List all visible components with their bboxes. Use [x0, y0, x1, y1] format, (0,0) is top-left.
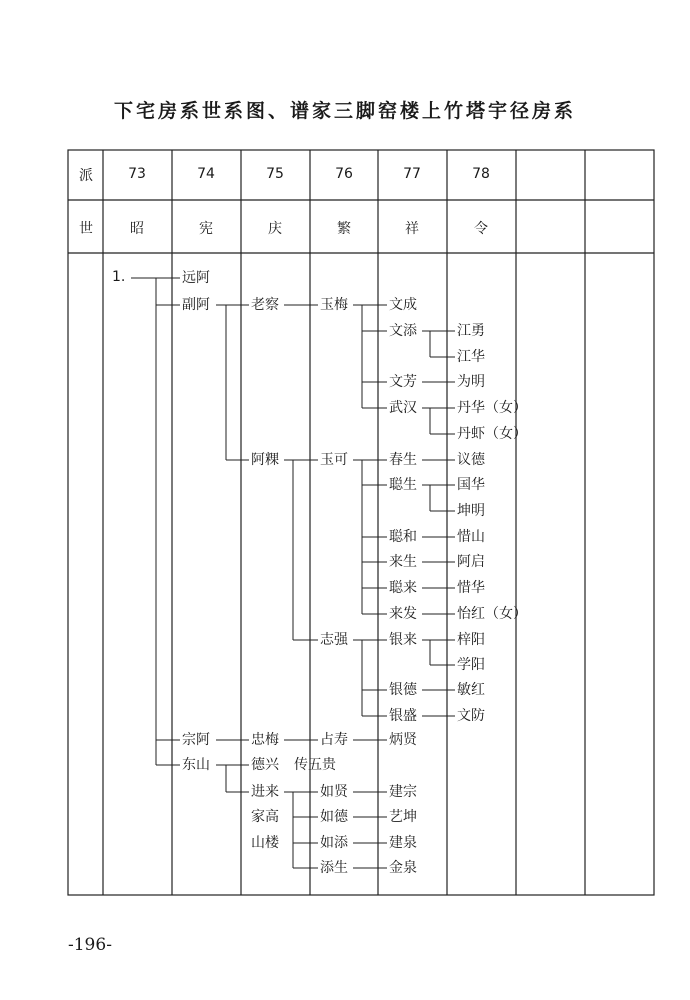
- page-number: -196-: [68, 935, 112, 955]
- person-gen78: 敏红: [457, 682, 485, 698]
- person-gen77: 银盛: [389, 708, 417, 724]
- header-row-label-shi: 世: [79, 221, 93, 237]
- person-gen78: 阿启: [457, 554, 485, 570]
- person-gen75: 忠梅: [251, 732, 279, 748]
- person-gen77: 文添: [389, 323, 417, 339]
- person-gen76: 如贤: [320, 784, 348, 800]
- person-gen78: 文防: [457, 708, 485, 724]
- person-gen77: 来生: [389, 554, 417, 570]
- person-gen78: 梓阳: [457, 632, 485, 648]
- person-gen77: 来发: [389, 606, 417, 622]
- person-gen75: 阿粿: [251, 452, 279, 468]
- header-generation-77: 77: [403, 166, 421, 182]
- person-gen77: 文成: [389, 297, 417, 313]
- header-generation-75: 75: [266, 166, 284, 182]
- person-gen77: 武汉: [389, 400, 417, 416]
- person-gen77: 聪生: [389, 477, 417, 493]
- person-gen78: 惜山: [457, 529, 485, 545]
- person-gen75: 家高: [251, 809, 279, 825]
- person-gen77: 聪和: [389, 529, 417, 545]
- person-gen78: 学阳: [457, 657, 485, 673]
- person-gen77: 春生: [389, 452, 417, 468]
- person-gen78: 江勇: [457, 323, 485, 339]
- person-gen74: 远阿: [182, 270, 210, 286]
- header-char-73: 昭: [130, 221, 144, 237]
- header-char-76: 繁: [337, 221, 351, 237]
- person-gen77: 建宗: [389, 784, 417, 800]
- person-gen76: 如德: [320, 809, 348, 825]
- header-generation-76: 76: [335, 166, 353, 182]
- header-char-74: 宪: [199, 221, 213, 237]
- header-char-77: 祥: [405, 221, 419, 237]
- header-char-75: 庆: [268, 221, 282, 237]
- person-gen75: 老察: [251, 297, 279, 313]
- person-gen76: 如添: [320, 835, 348, 851]
- person-gen76: 添生: [320, 860, 348, 876]
- person-gen78: 坤明: [457, 503, 485, 519]
- person-gen77: 银德: [389, 682, 417, 698]
- person-gen74: 东山: [182, 757, 210, 773]
- person-gen76: 玉可: [320, 452, 348, 468]
- person-gen78: 江华: [457, 349, 485, 365]
- header-generation-74: 74: [197, 166, 215, 182]
- person-gen76: 玉梅: [320, 297, 348, 313]
- person-gen77: 炳贤: [389, 732, 417, 748]
- person-gen77: 建泉: [389, 835, 417, 851]
- person-gen77: 艺坤: [389, 809, 417, 825]
- person-gen78: 为明: [457, 374, 485, 390]
- person-gen77: 银来: [389, 632, 417, 648]
- person-gen77: 金泉: [389, 860, 417, 876]
- person-gen77: 文芳: [389, 374, 417, 390]
- person-gen78: 怡红（女）: [457, 606, 527, 622]
- tree-connectors: [131, 278, 455, 868]
- page-title: 下宅房系世系图、谱家三脚窑楼上竹塔宇径房系: [113, 100, 576, 122]
- header-generation-73: 73: [128, 166, 146, 182]
- person-gen78: 丹虾（女）: [457, 426, 527, 442]
- person-gen75: 进来: [251, 784, 279, 800]
- person-gen76: 占寿: [320, 732, 348, 748]
- person-gen74: 宗阿: [182, 732, 210, 748]
- header-generation-78: 78: [472, 166, 490, 182]
- person-gen75: 德兴: [251, 757, 279, 773]
- header-row-label-pai: 派: [79, 168, 93, 184]
- header-char-78: 令: [474, 221, 488, 237]
- person-gen77: 聪来: [389, 580, 417, 596]
- person-gen76: 志强: [320, 632, 348, 648]
- person-gen74: 副阿: [182, 297, 210, 313]
- person-gen78: 议德: [457, 452, 485, 468]
- annotation-note: 传五贵: [294, 757, 336, 773]
- tree-root-marker: 1.: [112, 269, 126, 285]
- person-gen78: 国华: [457, 477, 485, 493]
- person-gen78: 丹华（女）: [457, 400, 527, 416]
- person-gen75: 山楼: [251, 835, 279, 851]
- person-gen78: 惜华: [457, 580, 485, 596]
